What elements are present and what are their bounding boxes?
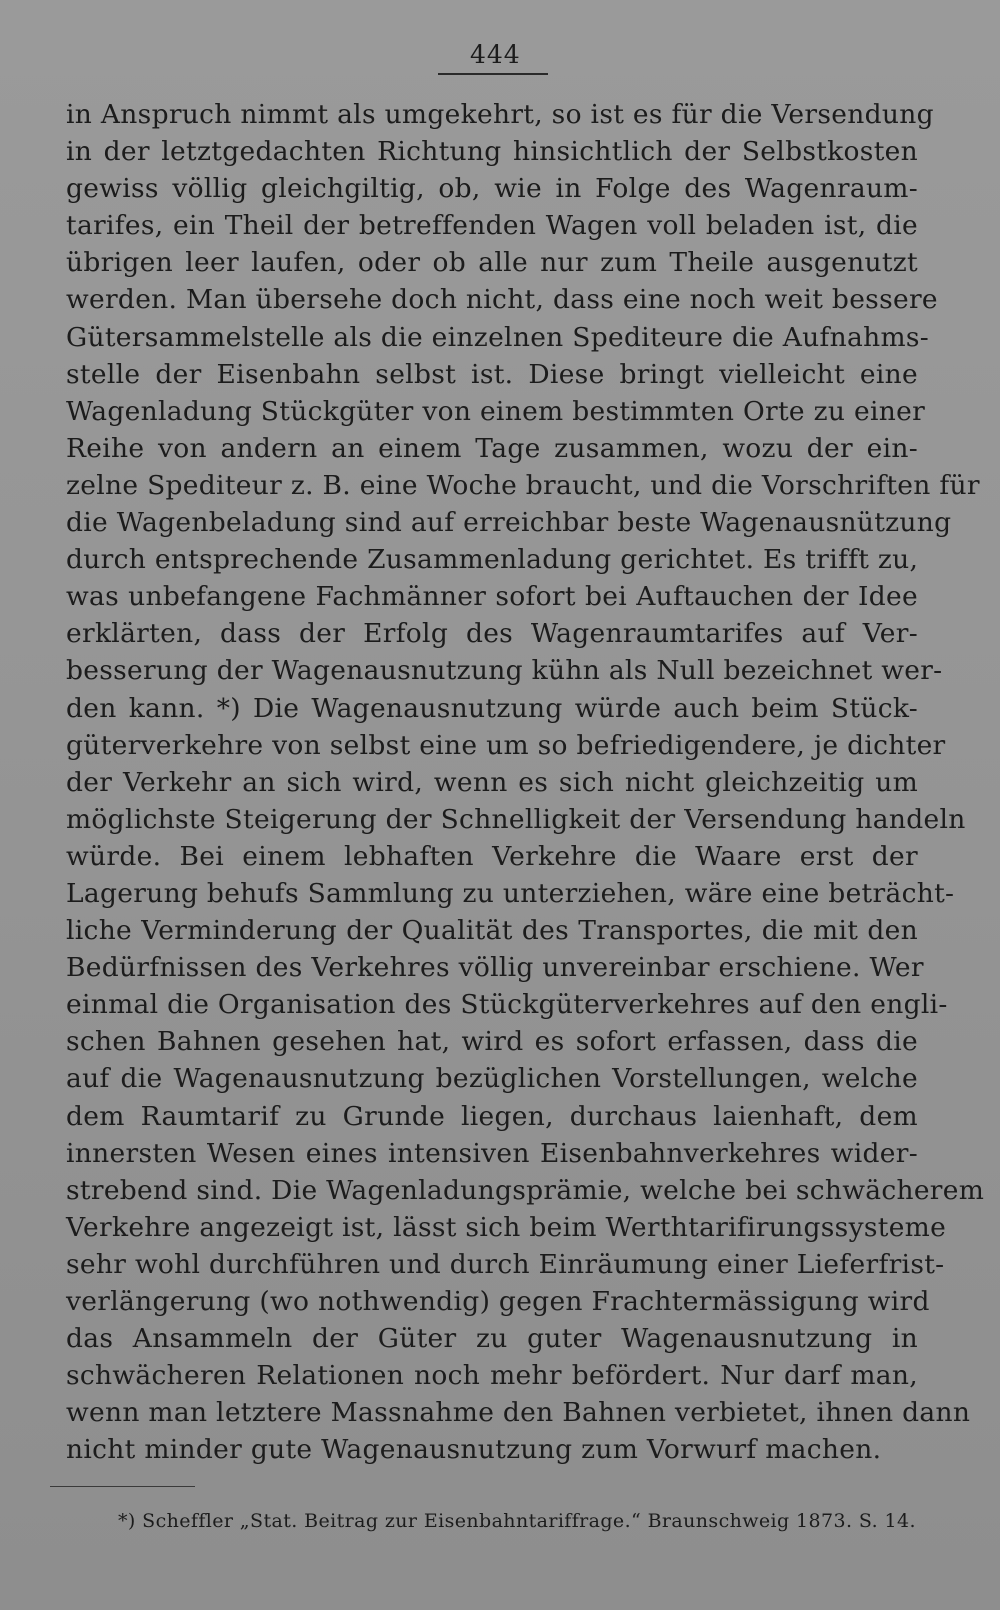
text-line: besserung der Wagenausnutzung kühn als Null bezeichnet wer-: [66, 655, 943, 687]
text-line: gewiss völlig gleichgiltig, ob, wie in Folge des Wagenraum-: [66, 173, 918, 205]
text-line: werden. Man übersehe doch nicht, dass eine noch weit bessere: [66, 284, 938, 316]
footnote: *) Scheffler „Stat. Beitrag zur Eisenbahntariffrage.“ Braunschweig 1873. S. 14.: [118, 1510, 916, 1532]
text-line: Gütersammelstelle als die einzelnen Spediteure die Aufnahms-: [66, 321, 930, 353]
text-line: übrigen leer laufen, oder ob alle nur zum Theile ausgenutzt: [66, 247, 918, 279]
text-line: möglichste Steigerung der Schnelligkeit der Versendung handeln: [66, 803, 966, 835]
text-line: liche Verminderung der Qualität des Transportes, die mit den: [66, 915, 918, 947]
text-line: sehr wohl durchführen und durch Einräumung einer Lieferfrist-: [66, 1248, 945, 1280]
text-line: würde. Bei einem lebhaften Verkehre die Waare erst der: [66, 840, 918, 872]
text-line: innersten Wesen eines intensiven Eisenbahnverkehres wider-: [66, 1137, 918, 1169]
text-line: einmal die Organisation des Stückgüterverkehres auf den engli-: [66, 989, 948, 1021]
body-text: [66, 96, 985, 1468]
text-line: schwächeren Relationen noch mehr befördert. Nur darf man,: [66, 1360, 918, 1392]
footnote-rule: [50, 1486, 195, 1487]
text-line: die Wagenbeladung sind auf erreichbar beste Wagenausnützung: [66, 507, 952, 539]
page-number: 444: [470, 40, 521, 69]
text-line: das Ansammeln der Güter zu guter Wagenausnutzung in: [66, 1323, 918, 1355]
text-line: güterverkehre von selbst eine um so befriedigendere, je dichter: [66, 729, 946, 761]
text-line: verlängerung (wo nothwendig) gegen Frachtermässigung wird: [66, 1286, 930, 1317]
text-line: Verkehre angezeigt ist, lässt sich beim Werthtarifirungssysteme: [66, 1211, 947, 1243]
text-line: tarifes, ein Theil der betreffenden Wagen voll beladen ist, die: [66, 210, 918, 242]
text-line: dem Raumtarif zu Grunde liegen, durchaus laienhaft, dem: [66, 1100, 918, 1132]
text-line: wenn man letztere Massnahme den Bahnen verbietet, ihnen dann: [66, 1397, 971, 1429]
text-line: Reihe von andern an einem Tage zusammen, wozu der ein-: [66, 432, 918, 464]
text-line: schen Bahnen gesehen hat, wird es sofort erfassen, dass die: [66, 1026, 918, 1058]
text-line: stelle der Eisenbahn selbst ist. Diese bringt vielleicht eine: [66, 358, 918, 390]
text-line: den kann. *) Die Wagenausnutzung würde auch beim Stück-: [66, 692, 918, 724]
page-number-rule: [438, 73, 548, 75]
text-line: was unbefangene Fachmänner sofort bei Auftauchen der Idee: [66, 581, 918, 613]
text-line: Wagenladung Stückgüter von einem bestimmten Orte zu einer: [66, 395, 926, 427]
text-line: Lagerung behufs Sammlung zu unterziehen, wäre eine beträcht-: [66, 877, 955, 909]
text-line: in der letztgedachten Richtung hinsichtlich der Selbstkosten: [66, 136, 918, 168]
text-line: durch entsprechende Zusammenladung gerichtet. Es trifft zu,: [66, 544, 919, 576]
text-line: strebend sind. Die Wagenladungsprämie, welche bei schwächerem: [66, 1174, 985, 1206]
text-line: erklärten, dass der Erfolg des Wagenraumtarifes auf Ver-: [66, 618, 918, 650]
text-line: nicht minder gute Wagenausnutzung zum Vorwurf machen.: [66, 1434, 882, 1466]
text-line: der Verkehr an sich wird, wenn es sich nicht gleichzeitig um: [66, 766, 918, 798]
text-line: Bedürfnissen des Verkehres völlig unvereinbar erschiene. Wer: [66, 952, 924, 984]
text-line: zelne Spediteur z. B. eine Woche braucht, und die Vorschriften für: [66, 469, 980, 501]
text-line: in Anspruch nimmt als umgekehrt, so ist es für die Versendung: [66, 99, 934, 130]
text-line: auf die Wagenausnutzung bezüglichen Vorstellungen, welche: [66, 1063, 918, 1095]
